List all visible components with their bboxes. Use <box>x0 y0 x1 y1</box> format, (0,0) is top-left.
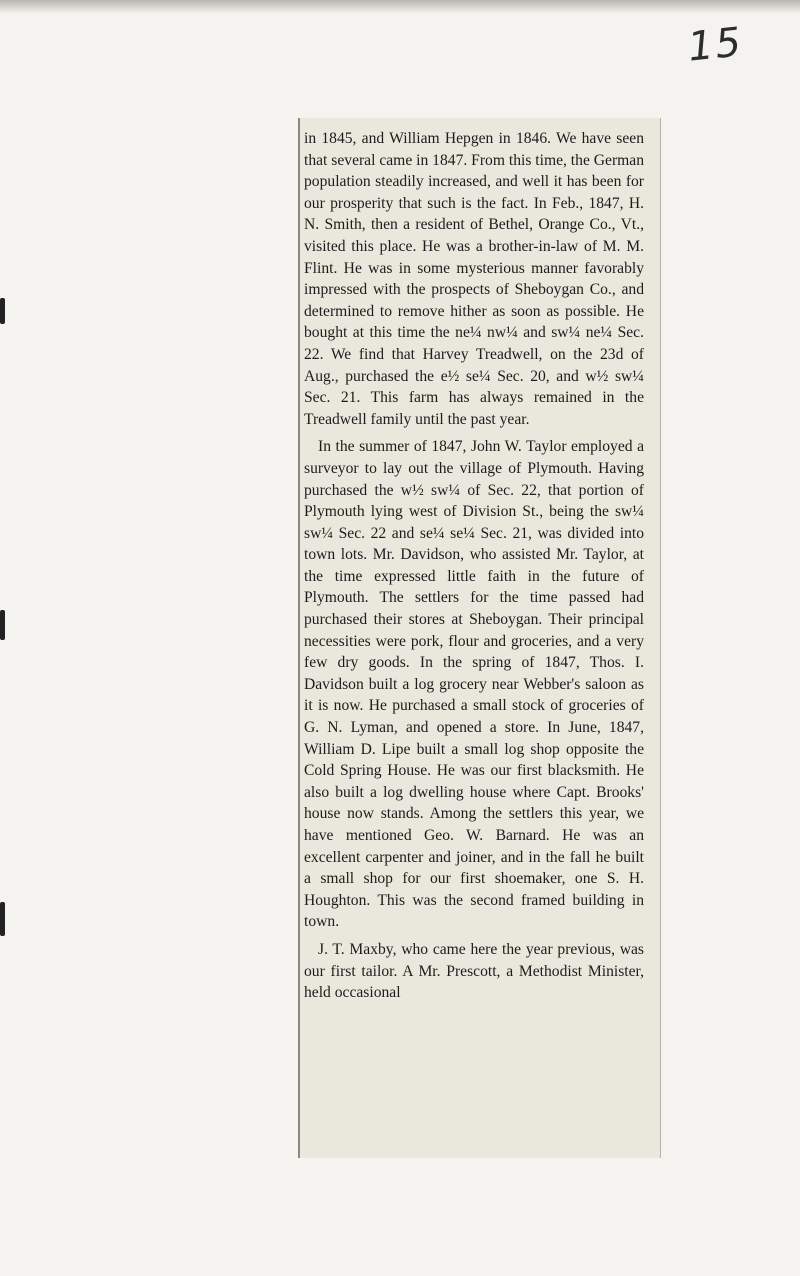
page-top-edge <box>0 0 800 14</box>
article-paragraph: In the summer of 1847, John W. Taylor employed a surveyor to lay out the village of Plymouth. Having purchased the w½ sw¼ of Sec. 22, that portion of Plymouth lying west of Division St., being the sw¼ sw¼ Sec. 22 and se¼ se¼ Sec. 21, was divided into town lots. Mr. Davidson, who assisted Mr. Taylor, at the time expressed little faith in the future of Plymouth. The settlers for the time passed had purchased their stores at Sheboygan. Their principal necessities were pork, flour and groceries, and a very few dry goods. In the spring of 1847, Thos. I. Davidson built a log grocery near Webber's saloon as it is now. He purchased a small stock of groceries of G. N. Lyman, and opened a store. In June, 1847, William D. Lipe built a small log shop opposite the Cold Spring House. He was our first blacksmith. He also built a log dwelling house where Capt. Brooks' house now stands. Among the settlers this year, we have mentioned Geo. W. Barnard. He was an excellent carpenter and joiner, and in the fall he built a small shop for our first shoemaker, one S. H. Houghton. This was the second framed building in town. <box>304 438 644 931</box>
article-paragraph: in 1845, and William Hepgen in 1846. We have seen that several came in 1847. From this time, the German population steadily increased, and well it has been for our prosperity that such is the fact. In Feb., 1847, H. N. Smith, then a resident of Bethel, Orange Co., Vt., visited this place. He was a brother-in-law of M. M. Flint. He was in some mysterious manner favorably impressed with the prospects of Sheboygan Co., and determined to remove hither as soon as possible. He bought at this time the ne¼ nw¼ and sw¼ ne¼ Sec. 22. We find that Harvey Treadwell, on the 23d of Aug., purchased the e½ se¼ Sec. 20, and w½ sw¼ Sec. 21. This farm has always remained in the Treadwell family until the past year. <box>304 130 644 428</box>
binding-mark <box>0 902 5 936</box>
article-text <box>304 128 644 1010</box>
handwritten-page-number: 15 <box>685 19 746 71</box>
article-paragraph: J. T. Maxby, who came here the year previous, was our first tailor. A Mr. Prescott, a Methodist Minister, held occasional <box>304 940 644 1002</box>
binding-mark <box>0 610 5 640</box>
binding-mark <box>0 298 5 324</box>
